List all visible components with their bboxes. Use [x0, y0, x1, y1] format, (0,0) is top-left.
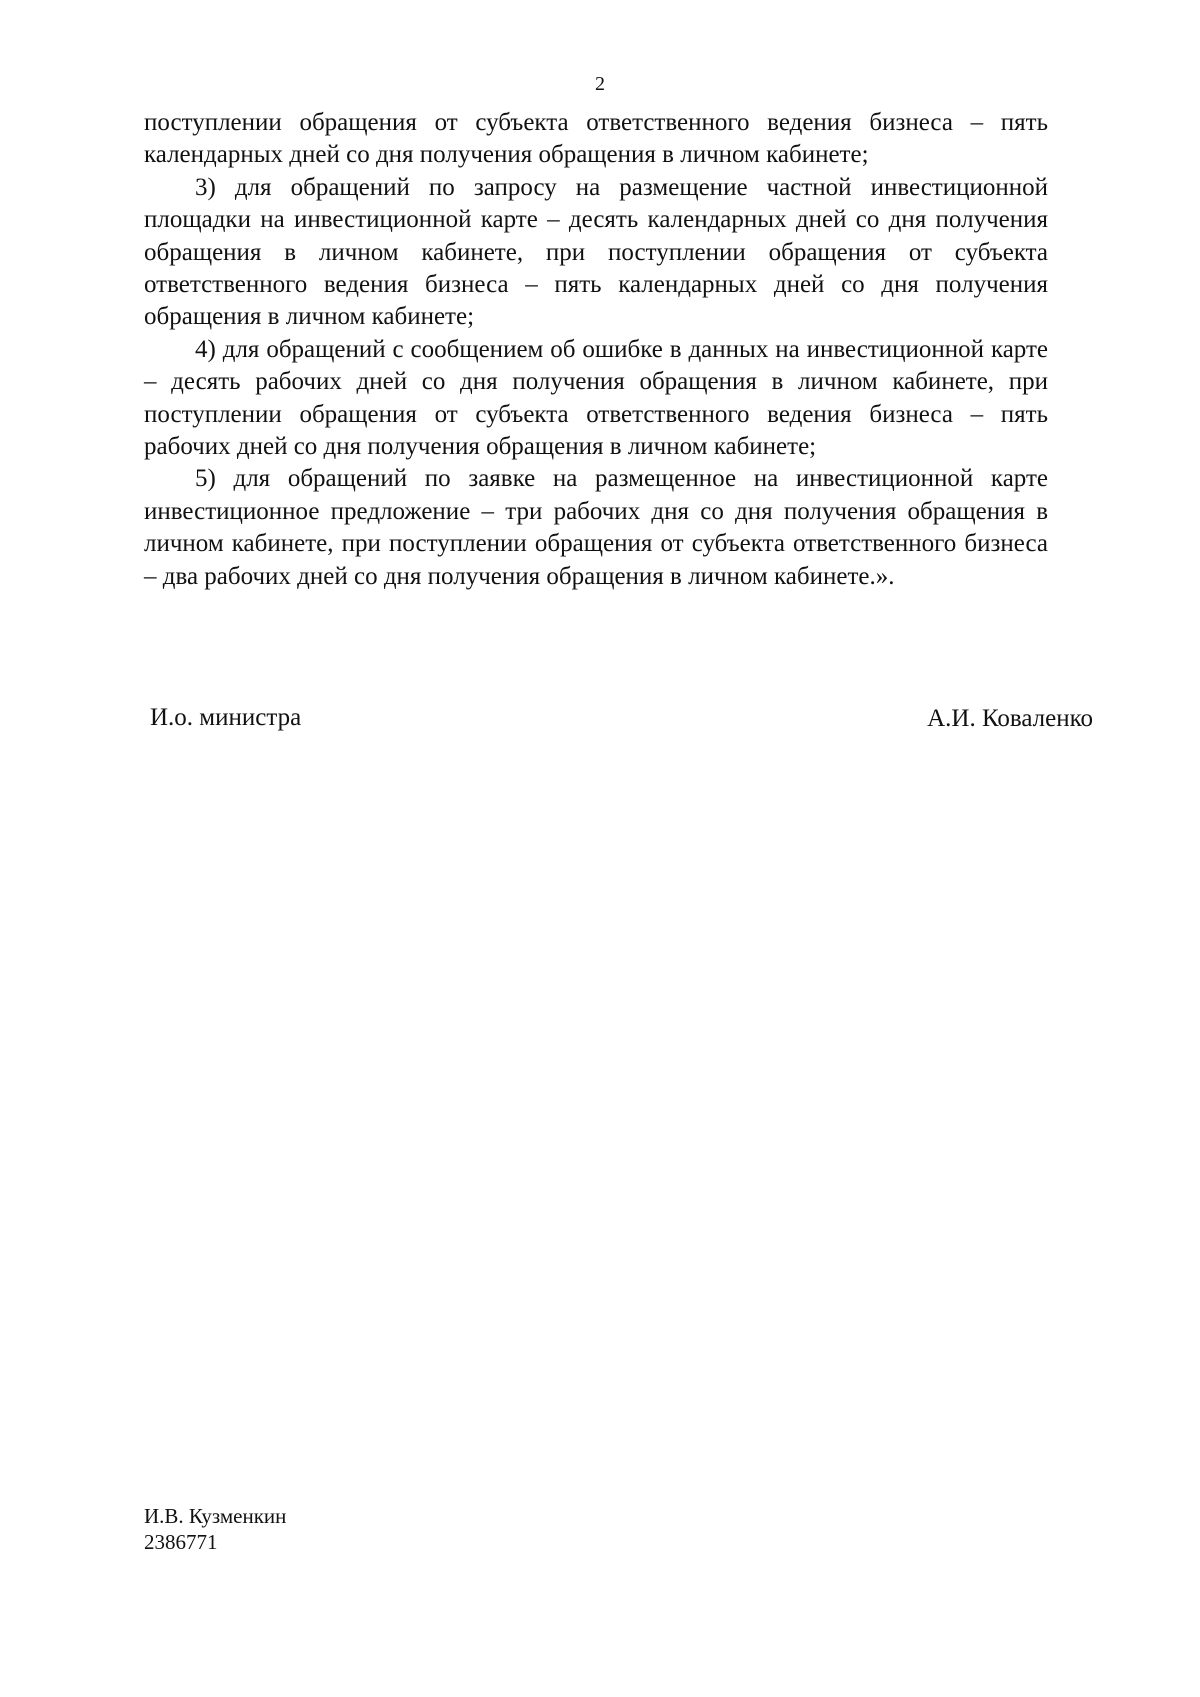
- executor-phone: 2386771: [144, 1530, 218, 1554]
- page-number: 2: [595, 73, 605, 95]
- signatory-name: А.И. Коваленко: [927, 705, 1093, 732]
- paragraph-item-5: 5) для обращений по заявке на размещенное на инвестиционной карте инвестиционное предложение – три рабочих дня со дня получения обращения в личном кабинете, при поступлении обращения от субъекта ответственного бизнеса – два рабочих дней со дня получения обращения в личном кабинете.».: [144, 465, 1048, 590]
- signatory-title: И.о. министра: [150, 704, 302, 731]
- paragraph-item-3: 3) для обращений по запросу на размещение частной инвестиционной площадки на инвестиционной карте – десять календарных дней со дня получения обращения в личном кабинете, при поступлении обращения от субъекта ответственного ведения бизнеса – пять календарных дней со дня получения обращения в личном кабинете;: [144, 173, 1048, 331]
- executor-name: И.В. Кузменкин: [144, 1504, 287, 1528]
- document-body: [144, 107, 1048, 593]
- paragraph-item-4: 4) для обращений с сообщением об ошибке в данных на инвестиционной карте – десять рабочих дней со дня получения обращения в личном кабинете, при поступлении обращения от субъекта ответственного ведения бизнеса – пять рабочих дней со дня получения обращения в личном кабинете;: [144, 335, 1048, 461]
- paragraph-continuation: поступлении обращения от субъекта ответственного ведения бизнеса – пять календарных дней со дня получения обращения в личном кабинете;: [144, 109, 1048, 169]
- executor-block: [144, 1503, 286, 1555]
